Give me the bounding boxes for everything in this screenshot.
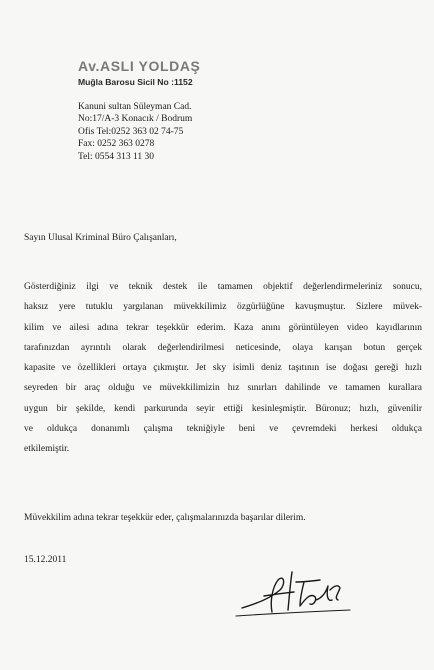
body-line: etkilemiştir. <box>24 444 70 455</box>
attorney-name: Av.ASLI YOLDAŞ <box>78 58 201 74</box>
body-line: haksız yere tutuklu yargılanan müvekkilimiz özgürlüğüne kavuşmuştur. Sizlere müvek- <box>24 302 422 313</box>
body-line: uygun bir şekilde, kendi parkurunda seyir ettiği kesinleşmiştir. Büronuz; hızlı, güvenilir <box>24 403 422 414</box>
body-line: seyreden bir araç olduğu ve müvekkilimizin hız sınırları dahilinde ve tamamen kurallara <box>24 383 422 394</box>
closing-sentence: Müvekkilim adına tekrar teşekkür eder, çalışmalarınızda başarılar dilerim. <box>24 513 306 523</box>
letter-date: 15.12.2011 <box>24 555 67 565</box>
body-line: kilim ve ailesi adına tekrar teşekkür ederim. Kaza anını görüntüleyen video kayıdlarının <box>24 322 422 333</box>
body-line: tarafınızdan ayrıntılı olarak değerlendirilmesi neticesinde, olaya karışan botun gerçek <box>24 342 422 353</box>
body-line: ve oldukça donanımlı çalışma tekniğiyle beni ve çevremdeki herkesi oldukça <box>24 424 422 435</box>
office-address-block <box>78 101 192 163</box>
handwritten-signature <box>234 560 354 620</box>
bar-registry-number: Muğla Barosu Sicil No :1152 <box>78 77 193 87</box>
office-phone: Ofis Tel:0252 363 02 74-75 <box>78 126 184 137</box>
address-line: No:17/A-3 Konacık / Bodrum <box>78 114 193 125</box>
address-line: Kanuni sultan Süleyman Cad. <box>78 102 192 112</box>
mobile-phone: Tel: 0554 313 11 30 <box>78 151 155 162</box>
salutation: Sayın Ulusal Kriminal Büro Çalışanları, <box>24 233 177 243</box>
body-line: kapasite ve özellikleri ortaya çıkmıştır. Jet sky isimli deniz taşıtının ise doğası gereği hızlı <box>24 363 422 374</box>
fax-number: Fax: 0252 363 0278 <box>78 139 155 150</box>
letter-body <box>24 277 422 460</box>
body-line: Gösterdiğiniz ilgi ve teknik destek ile tamamen objektif değerlendirmeleriniz sonucu, <box>24 282 422 292</box>
